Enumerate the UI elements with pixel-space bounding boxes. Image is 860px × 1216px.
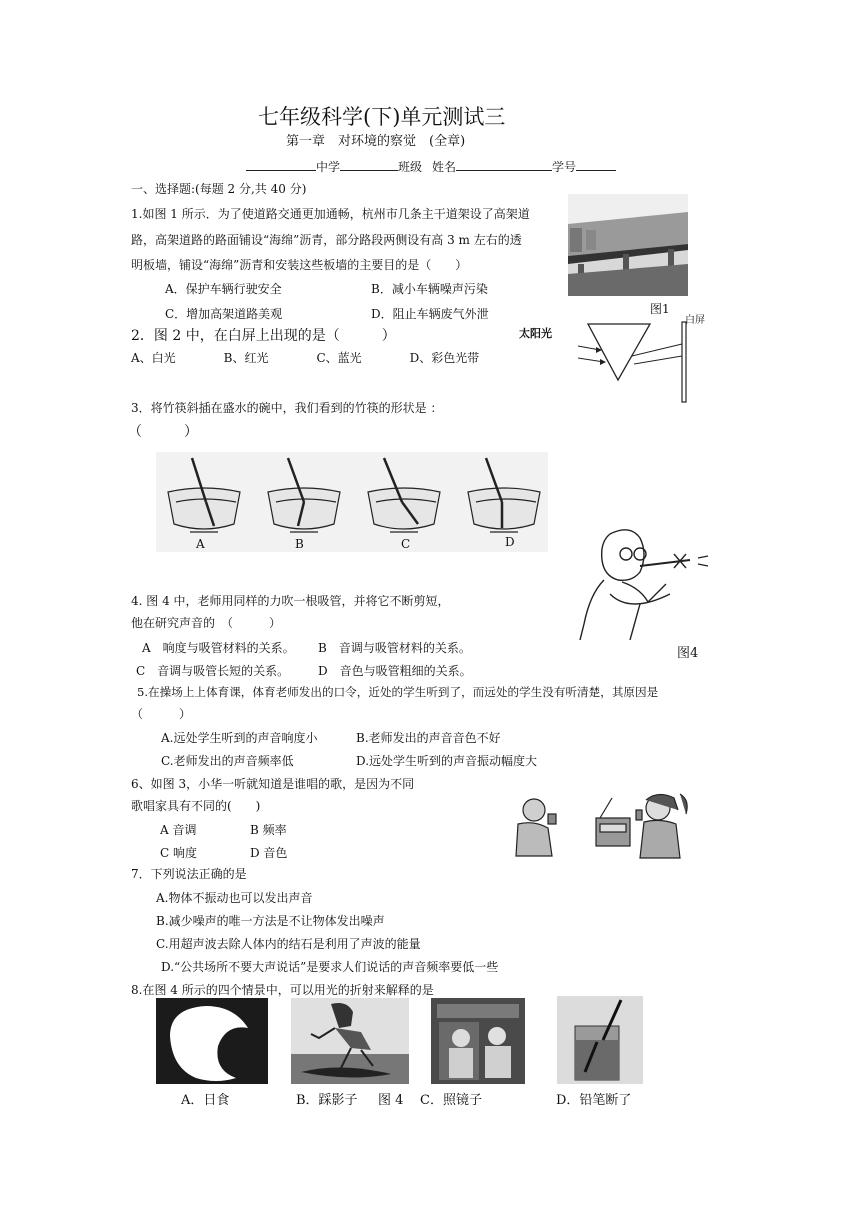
name-blank[interactable] <box>456 158 552 171</box>
q6-option-b: B 频率 <box>250 823 287 837</box>
figure-3-bowls-chopsticks <box>156 452 548 552</box>
q4-option-a: A 响度与吸管材料的关系。 <box>142 641 295 655</box>
figure-4-teacher-straw <box>570 524 716 642</box>
q8-stem: 8.在图 4 所示的四个情景中，可以用光的折射来解释的是 <box>131 983 434 997</box>
q1-option-a: A．保护车辆行驶安全 <box>165 282 282 296</box>
q8-caption-a: A．日食 <box>181 1093 230 1108</box>
q5-line2: （ ） <box>131 707 192 721</box>
q1-line3: 明板墙，铺设“海绵”沥青和安装这些板墙的主要目的是（ ） <box>131 258 468 272</box>
school-label: 中学 <box>316 160 341 174</box>
q3-label-b: B <box>295 537 304 551</box>
number-label: 学号 <box>552 160 577 174</box>
number-blank[interactable] <box>576 158 616 171</box>
q8-figure-label: 图 4 <box>378 1093 404 1108</box>
q6-option-d: D 音色 <box>250 846 288 860</box>
q1-option-c: C．增加高架道路美观 <box>165 307 283 321</box>
q8-caption-d: D．铅笔断了 <box>556 1093 632 1108</box>
q4-option-b: B 音调与吸管材料的关系。 <box>318 641 471 655</box>
q4-line1: 4. 图 4 中，老师用同样的力吹一根吸管，并将它不断剪短， <box>131 594 450 608</box>
figure-1-caption: 图1 <box>650 302 670 316</box>
q3-label-c: C <box>401 537 411 551</box>
section-heading: 一、选择题:(每题 2 分,共 40 分) <box>131 182 307 196</box>
q5-option-c: C.老师发出的声音频率低 <box>161 754 294 768</box>
figure-4-caption: 图4 <box>677 646 699 661</box>
q5-option-b: B.老师发出的声音音色不好 <box>356 731 501 745</box>
q4-option-c: C 音调与吸管长短的关系。 <box>136 664 290 678</box>
q8-image-solar-eclipse <box>156 998 268 1084</box>
figure-2-screen-label: 白屏 <box>685 315 705 326</box>
q7-stem: 7．下列说法正确的是 <box>131 867 247 881</box>
page-subtitle: 第一章 对环境的察觉 (全章) <box>286 134 466 149</box>
q5-option-d: D.远处学生听到的声音振动幅度大 <box>356 754 538 768</box>
class-label: 班级 <box>398 160 423 174</box>
name-label: 姓名 <box>432 160 457 174</box>
q4-option-d: D 音色与吸管粗细的关系。 <box>318 664 472 678</box>
q8-caption-b: B．踩影子 <box>296 1093 358 1108</box>
q4-line2: 他在研究声音的 （ ） <box>131 616 282 630</box>
q7-option-a: A.物体不振动也可以发出声音 <box>156 891 313 905</box>
q1-line1: 1.如图 1 所示．为了使道路交通更加通畅，杭州市几条主干道架设了高架道 <box>131 207 530 221</box>
page-title: 七年级科学(下)单元测试三 <box>258 105 506 129</box>
q2-stem: 2．图 2 中，在白屏上出现的是（ ） <box>131 328 396 344</box>
figure-2-prism-diagram <box>572 316 696 406</box>
q3-label-d: D <box>505 535 515 549</box>
q7-option-b: B.减少噪声的唯一方法是不让物体发出噪声 <box>156 914 385 928</box>
q8-caption-c: C．照镜子 <box>420 1093 482 1108</box>
q1-option-d: D．阻止车辆废气外泄 <box>371 307 489 321</box>
q7-option-c: C.用超声波去除人体内的结石是利用了声波的能量 <box>156 937 421 951</box>
q7-option-d: D.“公共场所不要大声说话”是要求人们说话的声音频率要低一些 <box>161 960 499 974</box>
q3-label-a: A <box>196 537 205 551</box>
q3-stem: 3．将竹筷斜插在盛水的碗中，我们看到的竹筷的形状是 ： <box>131 401 443 415</box>
student-info-line <box>246 158 616 175</box>
q3-paren: （ ） <box>128 424 198 440</box>
figure-1-elevated-road-photo <box>568 194 688 296</box>
q2-options: A、白光 B、红光 C、蓝光 D、彩色光带 <box>131 351 480 365</box>
q8-image-mirror <box>431 998 525 1084</box>
q1-line2: 路，高架道路的路面铺设“海绵”沥青，部分路段两侧设有高 3 m 左右的透 <box>131 233 522 247</box>
q6-line2: 歌唱家具有不同的( ) <box>131 799 261 813</box>
school-blank[interactable] <box>246 158 316 171</box>
q6-line1: 6、如图 3，小华一听就知道是谁唱的歌，是因为不同 <box>131 777 415 791</box>
q1-option-b: B．减小车辆噪声污染 <box>371 282 488 296</box>
q5-line1: 5.在操场上上体育课，体育老师发出的口令，近处的学生听到了，而远处的学生没有听清楚，其原因是 <box>137 685 659 699</box>
class-blank[interactable] <box>340 158 398 171</box>
figure-2-sunlight-label: 太阳光 <box>519 327 552 340</box>
q6-option-c: C 响度 <box>160 846 197 860</box>
q8-image-broken-pencil <box>557 996 643 1084</box>
q6-option-a: A 音调 <box>160 823 197 837</box>
q5-option-a: A.远处学生听到的声音响度小 <box>161 731 318 745</box>
q8-image-stepping-on-shadow <box>291 998 409 1084</box>
figure-q6-singers-radio <box>508 790 694 866</box>
